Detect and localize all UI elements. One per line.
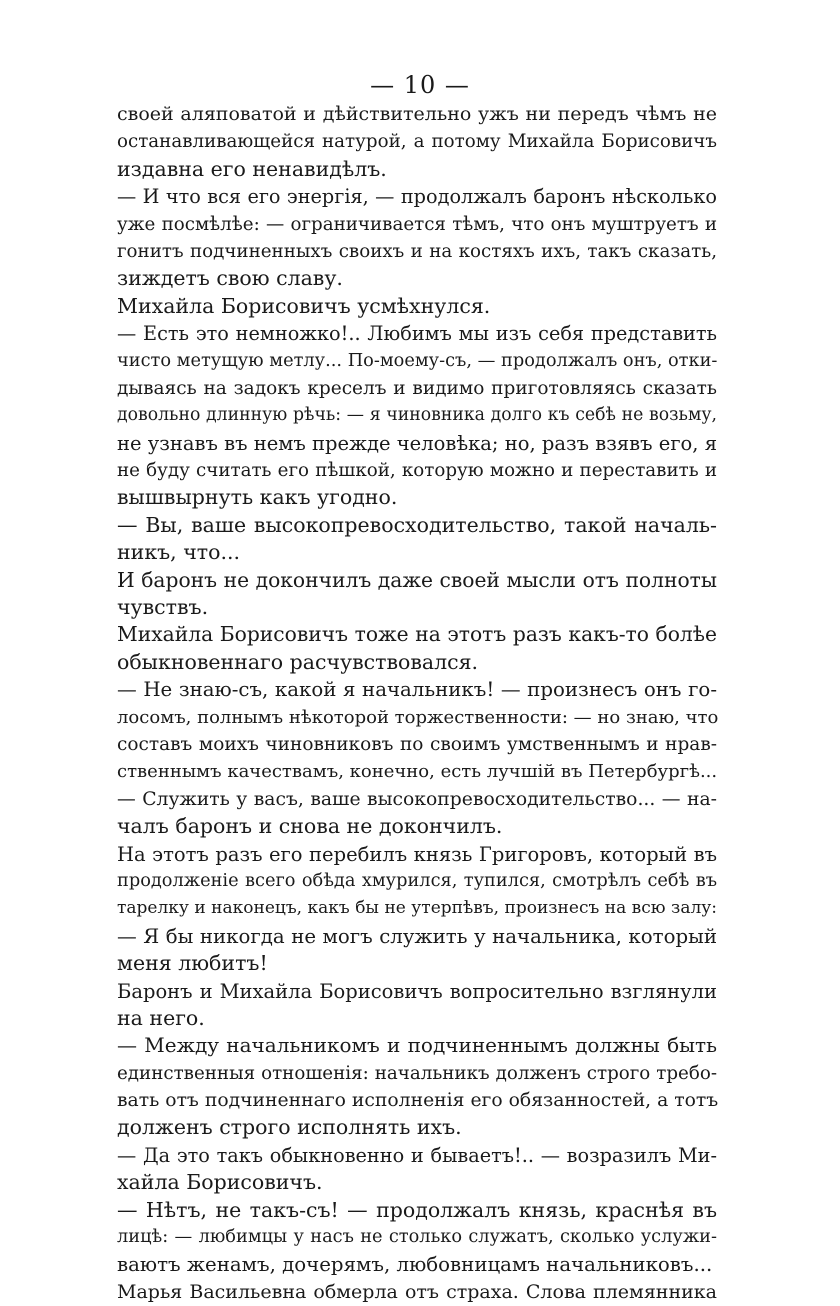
text-line: уже посмѣлѣе: — ограничивается тѣмъ, что онъ муштруетъ и <box>117 213 717 235</box>
text-line: единственныя отношенія: начальникъ долженъ строго требо- <box>117 1062 717 1084</box>
text-line: лосомъ, полнымъ нѣкоторой торжественности: — но знаю, что <box>117 706 719 728</box>
text-line: — Вы, ваше высокопревосходительство, такой началь- <box>117 512 717 537</box>
text-line: издавна его ненавидѣлъ. <box>117 156 387 181</box>
body-text <box>117 101 717 1306</box>
text-line: чалъ баронъ и снова не докончилъ. <box>117 814 503 839</box>
page-number: — 10 — <box>370 71 470 99</box>
text-line: И баронъ не докончилъ даже своей мысли отъ полноты <box>117 567 717 592</box>
text-line: не узнавъ въ немъ прежде человѣка; но, разъ взявъ его, я <box>117 431 717 455</box>
text-line: не буду считать его пѣшкой, которую можно и переставить и <box>117 460 717 482</box>
text-line: тарелку и наконецъ, какъ бы не утерпѣвъ, произнесъ на всю залу: <box>117 898 717 919</box>
text-line: Михайла Борисовичъ тоже на этотъ разъ какъ-то болѣе <box>117 622 717 647</box>
text-line: долженъ строго исполнять ихъ. <box>117 1115 462 1140</box>
text-line: Баронъ и Михайла Борисовичъ вопросительно взглянули <box>117 979 717 1003</box>
text-line: обыкновеннаго расчувствовался. <box>117 649 479 674</box>
text-line: своей аляповатой и дѣйствительно ужъ ни передъ чѣмъ не <box>117 103 717 125</box>
text-line: продолженіе всего обѣда хмурился, тупился, смотрѣлъ себѣ въ <box>117 870 717 891</box>
text-line: — Нѣтъ, не такъ-съ! — продолжалъ князь, краснѣя въ <box>117 1197 717 1222</box>
text-line: — Есть это немножко!.. Любимъ мы изъ себя представить <box>117 322 717 346</box>
text-line: — Я бы никогда не могъ служить у начальника, который <box>117 924 717 948</box>
text-line: меня любитъ! <box>117 951 268 976</box>
text-line: на него. <box>117 1005 205 1030</box>
text-line: — Да это такъ обыкновенно и бываетъ!.. — возразилъ Ми- <box>117 1143 717 1167</box>
text-line: На этотъ разъ его перебилъ князь Григоровъ, который въ <box>117 842 717 866</box>
text-line: хайла Борисовичъ. <box>117 1170 323 1195</box>
text-line: вать отъ подчиненнаго исполненія его обязанностей, а тотъ <box>117 1090 719 1112</box>
text-line: ственнымъ качествамъ, конечно, есть лучшій въ Петербургѣ... <box>117 761 718 783</box>
text-line: чисто метущую метлу... По-моему-съ, — продолжалъ онъ, отки- <box>117 350 718 371</box>
text-line: довольно длинную рѣчь: — я чиновника долго къ себѣ не возьму, <box>117 405 717 426</box>
text-line: — Между начальникомъ и подчиненнымъ должны быть <box>117 1033 717 1058</box>
text-line: чувствъ. <box>117 595 209 620</box>
text-line: составъ моихъ чиновниковъ по своимъ умственнымъ и нрав- <box>117 733 717 755</box>
text-line: Марья Васильевна обмерла отъ страха. Слова племянника <box>117 1280 717 1303</box>
text-line: — И что вся его энергія, — продолжалъ баронъ нѣсколько <box>117 185 717 209</box>
text-line: гонитъ подчиненныхъ своихъ и на костяхъ ихъ, такъ сказать, <box>117 240 717 262</box>
text-line: ваютъ женамъ, дочерямъ, любовницамъ начальниковъ... <box>117 1253 713 1277</box>
text-line: останавливающейся натурой, а потому Михайла Борисовичъ <box>117 131 717 153</box>
text-line: Михайла Борисовичъ усмѣхнулся. <box>117 293 491 318</box>
text-line: никъ, что... <box>117 540 240 565</box>
text-line: — Служить у васъ, ваше высокопревосходительство... — на- <box>117 788 717 810</box>
text-line: лицѣ: — любимцы у насъ не столько служатъ, сколько услужи- <box>117 1227 717 1248</box>
text-line: — Не знаю-съ, какой я начальникъ! — произнесъ онъ го- <box>117 678 717 702</box>
text-line: дываясь на задокъ креселъ и видимо приготовляясь сказать <box>117 377 717 399</box>
text-line: зиждетъ свою славу. <box>117 266 343 291</box>
text-line: вышвырнуть какъ угодно. <box>117 485 398 510</box>
